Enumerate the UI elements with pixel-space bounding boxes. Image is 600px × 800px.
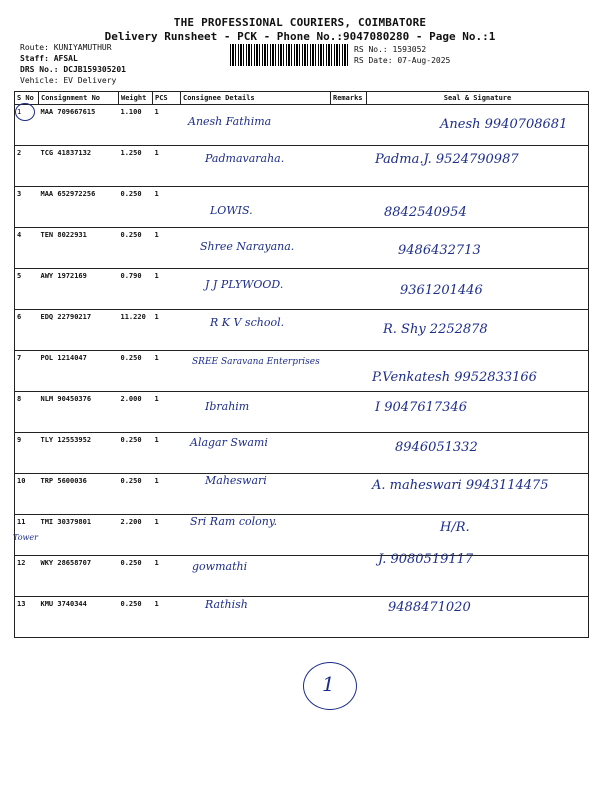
- table-row: [15, 515, 589, 556]
- row-pcs: 1: [153, 187, 181, 228]
- row-remarks-cell: [331, 474, 367, 515]
- table-row: [15, 556, 589, 597]
- row-consignment-no: TMI 30379801: [39, 515, 119, 556]
- row-sno: 12: [15, 556, 39, 597]
- row-pcs: 1: [153, 269, 181, 310]
- signature-handwriting: A. maheswari 9943114475: [372, 478, 549, 493]
- row-signature-cell: [367, 515, 589, 556]
- signature-handwriting: P.Venkatesh 9952833166: [372, 370, 537, 385]
- row1-circle-mark: [15, 103, 35, 121]
- signature-handwriting: Anesh 9940708681: [440, 117, 568, 132]
- row-sno: 8: [15, 392, 39, 433]
- row-remarks-cell: [331, 433, 367, 474]
- consignee-handwriting: Ibrahim: [205, 400, 250, 413]
- table-row: [15, 187, 589, 228]
- row-consignment-no: TCG 41837132: [39, 146, 119, 187]
- table-header-row: [15, 92, 589, 105]
- row-weight: 0.250: [119, 556, 153, 597]
- row-weight: 0.250: [119, 187, 153, 228]
- row-weight: 2.200: [119, 515, 153, 556]
- row-sno: 4: [15, 228, 39, 269]
- row-weight: 2.000: [119, 392, 153, 433]
- row-sno: 1: [15, 105, 39, 146]
- runsheet-subtitle: Delivery Runsheet - PCK - Phone No.:9047080280 - Page No.:1: [104, 30, 496, 43]
- row-sno: 10: [15, 474, 39, 515]
- col-signature: Seal & Signature: [367, 92, 589, 105]
- row-weight: 0.250: [119, 433, 153, 474]
- consignee-handwriting: Maheswari: [205, 474, 267, 487]
- consignee-handwriting: gowmathi: [192, 560, 248, 573]
- rs-number: RS No.: 1593052: [354, 45, 427, 54]
- signature-handwriting: 8946051332: [395, 440, 478, 455]
- consignee-handwriting: LOWIS.: [210, 204, 253, 217]
- col-consignee: Consignee Details: [181, 92, 331, 105]
- vehicle-text: Vehicle: EV Delivery: [20, 76, 117, 85]
- row-remarks-cell: [331, 228, 367, 269]
- consignee-handwriting: Sri Ram colony.: [190, 515, 278, 528]
- signature-handwriting: Padma.J. 9524790987: [375, 152, 519, 167]
- col-pcs: PCS: [153, 92, 181, 105]
- consignee-handwriting: Shree Narayana.: [200, 240, 295, 253]
- row11-note: Tower: [13, 533, 38, 542]
- row-sno: 11: [15, 515, 39, 556]
- route-text: Route: KUNIYAMUTHUR: [20, 43, 112, 52]
- row-pcs: 1: [153, 146, 181, 187]
- row-consignment-no: MAA 652972256: [39, 187, 119, 228]
- row-pcs: 1: [153, 392, 181, 433]
- row-weight: 0.790: [119, 269, 153, 310]
- row-pcs: 1: [153, 105, 181, 146]
- col-remarks: Remarks: [331, 92, 367, 105]
- row-sno: 3: [15, 187, 39, 228]
- row-weight: 1.250: [119, 146, 153, 187]
- row-consignee-cell: [181, 187, 331, 228]
- row-sno: 9: [15, 433, 39, 474]
- table-row: [15, 269, 589, 310]
- row-consignment-no: POL 1214047: [39, 351, 119, 392]
- row-sno: 6: [15, 310, 39, 351]
- table-row: [15, 597, 589, 638]
- row-remarks-cell: [331, 556, 367, 597]
- col-sno: S No: [15, 92, 39, 105]
- row-remarks-cell: [331, 597, 367, 638]
- row-pcs: 1: [153, 474, 181, 515]
- row-remarks-cell: [331, 310, 367, 351]
- row-consignment-no: KMU 3740344: [39, 597, 119, 638]
- signature-handwriting: J. 9080519117: [378, 552, 474, 567]
- table-row: [15, 310, 589, 351]
- row-sno: 7: [15, 351, 39, 392]
- row-pcs: 1: [153, 351, 181, 392]
- signature-handwriting: 9361201446: [400, 283, 483, 298]
- company-title: THE PROFESSIONAL COURIERS, COIMBATORE: [173, 16, 427, 29]
- staff-text: Staff: AFSAL: [20, 54, 78, 63]
- signature-handwriting: I 9047617346: [375, 400, 467, 415]
- row-weight: 0.250: [119, 597, 153, 638]
- consignee-handwriting: Rathish: [205, 598, 248, 611]
- consignee-handwriting: Anesh Fathima: [188, 115, 272, 128]
- signature-handwriting: H/R.: [440, 520, 470, 535]
- consignee-handwriting: Padmavaraha.: [205, 152, 285, 165]
- row-consignment-no: WKY 28658707: [39, 556, 119, 597]
- row-remarks-cell: [331, 146, 367, 187]
- row-weight: 11.220: [119, 310, 153, 351]
- row-consignee-cell: [181, 597, 331, 638]
- row-remarks-cell: [331, 392, 367, 433]
- row-pcs: 1: [153, 556, 181, 597]
- table-row: [15, 392, 589, 433]
- row-consignee-cell: [181, 392, 331, 433]
- row-remarks-cell: [331, 351, 367, 392]
- bottom-mark-text: 1: [322, 672, 335, 696]
- row-pcs: 1: [153, 310, 181, 351]
- consignee-handwriting: SREE Saravana Enterprises: [192, 357, 320, 367]
- row-consignment-no: AWY 1972169: [39, 269, 119, 310]
- rs-date: RS Date: 07-Aug-2025: [354, 56, 451, 65]
- row-pcs: 1: [153, 597, 181, 638]
- row-consignment-no: TLY 12553952: [39, 433, 119, 474]
- row-consignment-no: TEN 8022931: [39, 228, 119, 269]
- row-pcs: 1: [153, 515, 181, 556]
- col-consignment: Consignment No: [39, 92, 119, 105]
- row-consignment-no: NLM 90450376: [39, 392, 119, 433]
- signature-handwriting: 8842540954: [384, 205, 467, 220]
- row-pcs: 1: [153, 433, 181, 474]
- table-row: [15, 433, 589, 474]
- row-weight: 1.100: [119, 105, 153, 146]
- row-remarks-cell: [331, 187, 367, 228]
- row-weight: 0.250: [119, 228, 153, 269]
- row-consignment-no: MAA 709667615: [39, 105, 119, 146]
- consignee-handwriting: J J PLYWOOD.: [205, 278, 284, 291]
- route-meta: [20, 42, 126, 86]
- row-consignment-no: EDQ 22790217: [39, 310, 119, 351]
- row-sno: 13: [15, 597, 39, 638]
- row-pcs: 1: [153, 228, 181, 269]
- consignee-handwriting: Alagar Swami: [190, 436, 268, 449]
- row-weight: 0.250: [119, 474, 153, 515]
- col-weight: Weight: [119, 92, 153, 105]
- signature-handwriting: 9486432713: [398, 243, 481, 258]
- rs-meta: [354, 44, 450, 66]
- row-remarks-cell: [331, 515, 367, 556]
- consignee-handwriting: R K V school.: [210, 316, 285, 329]
- row-sno: 2: [15, 146, 39, 187]
- row-remarks-cell: [331, 269, 367, 310]
- row-weight: 0.250: [119, 351, 153, 392]
- drs-text: DRS No.: DCJB159305201: [20, 65, 126, 74]
- barcode: [230, 44, 350, 66]
- row-remarks-cell: [331, 105, 367, 146]
- signature-handwriting: R. Shy 2252878: [383, 322, 488, 337]
- signature-handwriting: 9488471020: [388, 600, 471, 615]
- row-consignment-no: TRP 5600036: [39, 474, 119, 515]
- table-row: [15, 228, 589, 269]
- row-sno: 5: [15, 269, 39, 310]
